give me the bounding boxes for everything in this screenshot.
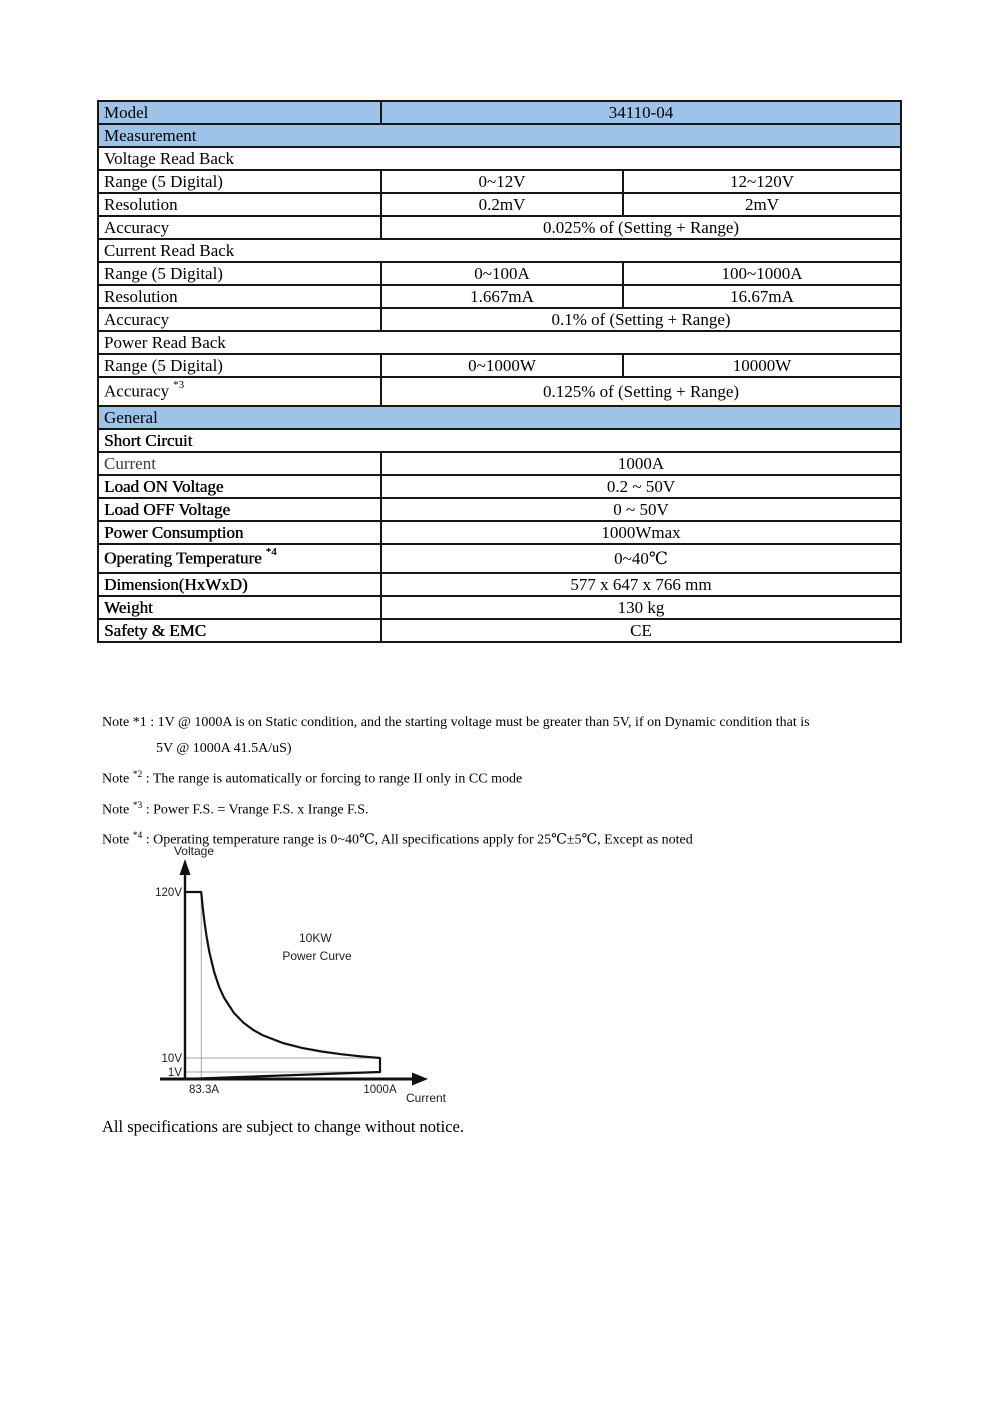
note-ref: *3 (173, 379, 185, 392)
table-row (98, 573, 901, 596)
row-label-text: Accuracy (104, 381, 170, 401)
row-label: Power Consumption (98, 521, 381, 544)
subsection-header: Short Circuit (98, 429, 901, 452)
row-label: Load OFF Voltage (98, 498, 381, 521)
subsection-header: Voltage Read Back (98, 147, 901, 170)
row-label: Resolution (98, 193, 381, 216)
row-value: 0.125% of (Setting + Range) (381, 377, 901, 406)
note-ref: *4 (265, 546, 277, 559)
chart-x-axis-label: Current (406, 1091, 447, 1105)
note-label: Note *1 (102, 715, 147, 730)
y-tick-1v: 1V (167, 1067, 182, 1079)
spec-table (97, 100, 902, 643)
note-text: : Operating temperature range is 0~40℃, All specifications apply for 25℃±5℃, Except as noted (142, 832, 693, 848)
subsection-row (98, 147, 901, 170)
row-value: 10000W (623, 354, 901, 377)
table-row (98, 216, 901, 239)
table-row (98, 308, 901, 331)
row-value: 34110-04 (381, 101, 901, 124)
row-label (98, 377, 381, 406)
row-label: Resolution (98, 285, 381, 308)
note-label: Note (102, 832, 133, 848)
section-header: Measurement (98, 124, 901, 147)
chart-title (282, 931, 352, 963)
row-value: 0~12V (381, 170, 623, 193)
x-tick-1000a: 1000A (363, 1084, 397, 1096)
row-label-text: Operating Temperature (104, 548, 262, 568)
row-label: Model (98, 101, 381, 124)
row-label: Current (98, 452, 381, 475)
y-axis-arrow-icon (180, 859, 191, 875)
note-line-continuation: 5V @ 1000A 41.5A/uS) (156, 741, 292, 756)
y-tick-120v: 120V (155, 887, 182, 899)
row-value: 0.2mV (381, 193, 623, 216)
row-label: Range (5 Digital) (98, 262, 381, 285)
table-row (98, 285, 901, 308)
table-row (98, 544, 901, 573)
subsection-row (98, 331, 901, 354)
row-label: Dimension(HxWxD) (98, 573, 381, 596)
table-row (98, 452, 901, 475)
envelope-curve (185, 892, 380, 1079)
row-value: 16.67mA (623, 285, 901, 308)
row-value: 2mV (623, 193, 901, 216)
note-line (102, 762, 810, 793)
subsection-header: Power Read Back (98, 331, 901, 354)
table-row (98, 101, 901, 124)
note-ref: *4 (132, 831, 143, 842)
note-label: Note (102, 771, 133, 787)
note-line (102, 793, 810, 824)
row-value: 0.1% of (Setting + Range) (381, 308, 901, 331)
row-value: 0.025% of (Setting + Range) (381, 216, 901, 239)
power-curve-chart (140, 843, 460, 1109)
section-header: General (98, 406, 901, 429)
row-label: Range (5 Digital) (98, 354, 381, 377)
table-row (98, 619, 901, 642)
row-value: 1000A (381, 452, 901, 475)
row-value: 0~1000W (381, 354, 623, 377)
table-row (98, 262, 901, 285)
row-label (98, 544, 381, 573)
row-value: 0~100A (381, 262, 623, 285)
row-value: 0~40℃ (381, 544, 901, 573)
note-ref: *2 (132, 770, 143, 780)
section-header-row (98, 406, 901, 429)
table-row (98, 377, 901, 406)
x-axis-arrow-icon (412, 1073, 428, 1086)
subsection-row (98, 429, 901, 452)
row-label: Load ON Voltage (98, 475, 381, 498)
row-value: 0.2 ~ 50V (381, 475, 901, 498)
x-tick-83a: 83.3A (188, 1084, 220, 1096)
note-ref: *3 (132, 800, 143, 811)
y-tick-10v: 10V (161, 1053, 182, 1065)
table-row (98, 193, 901, 216)
row-label: Range (5 Digital) (98, 170, 381, 193)
note-text: : The range is automatically or forcing to range II only in CC mode (142, 771, 523, 787)
row-value: 0 ~ 50V (381, 498, 901, 521)
chart-y-axis-label: Voltage (173, 844, 215, 858)
row-value: 12~120V (623, 170, 901, 193)
row-value: CE (381, 619, 901, 642)
row-label: Accuracy (98, 216, 381, 239)
section-header-row (98, 124, 901, 147)
note-label: Note (102, 802, 133, 818)
row-value: 130 kg (381, 596, 901, 619)
row-value: 1000Wmax (381, 521, 901, 544)
subsection-header: Current Read Back (98, 239, 901, 262)
chart-title-line1: 10KW (298, 931, 332, 945)
row-label: Weight (98, 596, 381, 619)
note-text: : 1V @ 1000A is on Static condition, and the starting voltage must be greater than 5V, if on Dynamic condition that is (146, 715, 810, 730)
row-label: Accuracy (98, 308, 381, 331)
row-value: 100~1000A (623, 262, 901, 285)
table-row (98, 475, 901, 498)
chart-title-line2: Power Curve (282, 949, 352, 963)
notes (102, 710, 810, 854)
row-value: 1.667mA (381, 285, 623, 308)
note-line (102, 710, 810, 736)
footer-disclaimer: All specifications are subject to change without notice. (102, 1117, 464, 1136)
table-row (98, 170, 901, 193)
table-row (98, 521, 901, 544)
table-row (98, 354, 901, 377)
table-row (98, 596, 901, 619)
row-label: Safety & EMC (98, 619, 381, 642)
row-value: 577 x 647 x 766 mm (381, 573, 901, 596)
note-text: : Power F.S. = Vrange F.S. x Irange F.S. (142, 802, 369, 818)
subsection-row (98, 239, 901, 262)
table-row (98, 498, 901, 521)
